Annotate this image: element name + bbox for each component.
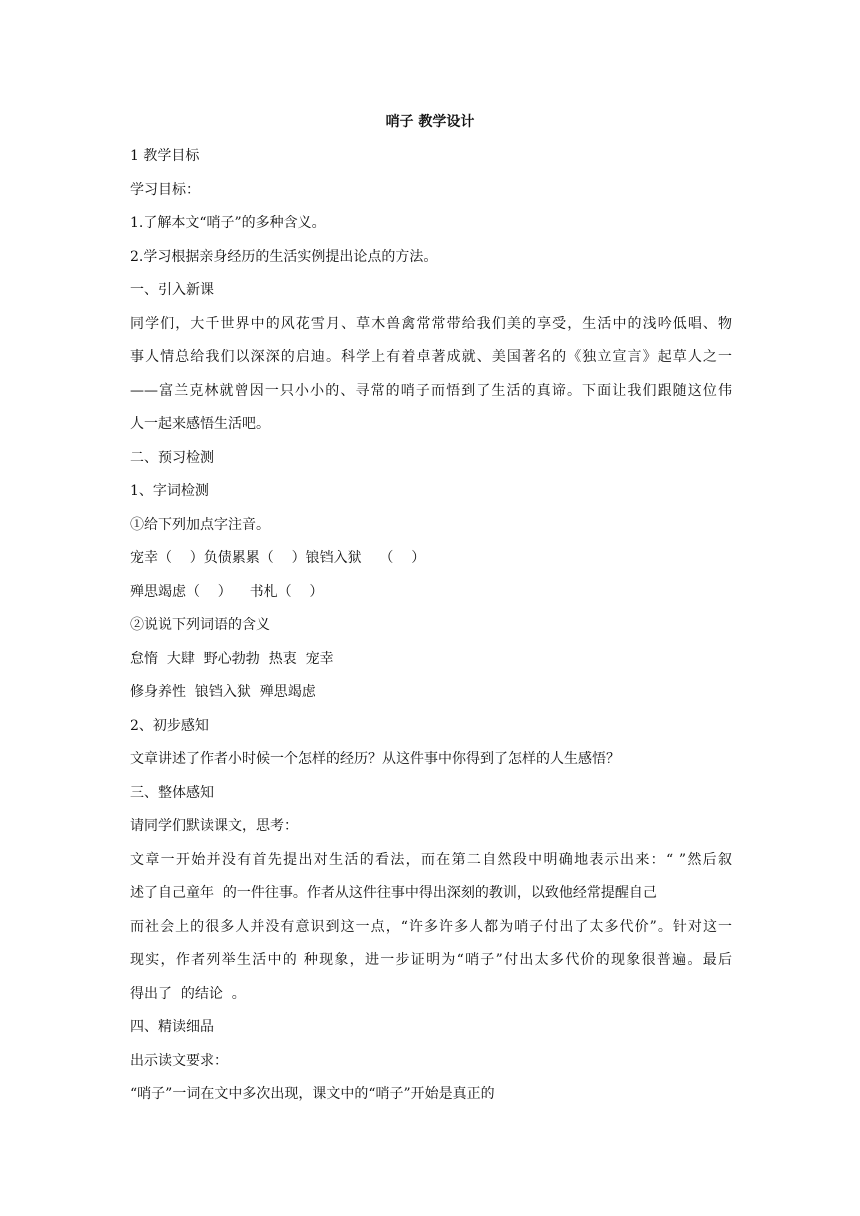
goal-item: 2.学习根据亲身经历的生活实例提出论点的方法。 — [130, 248, 438, 265]
exercise-instruction: ②说说下列词语的含义 — [130, 617, 270, 633]
exercise-item: 宠幸（ ）负债累累（ ）锒铛入狱 （ ） — [130, 550, 426, 566]
paragraph-line: 现实，作者列举生活中的 种现象，进一步证明为“哨子”付出太多代价的现象很普遍。最后 — [130, 952, 732, 968]
exercise-item: 修身养性 锒铛入狱 殚思竭虑 — [130, 684, 316, 700]
paragraph-line: 而社会上的很多人并没有意识到这一点，“许多许多人都为哨子付出了太多代价”。针对这一 — [130, 918, 732, 935]
exercise-instruction: ①给下列加点字注音。 — [130, 516, 270, 533]
section-heading: 二、预习检测 — [130, 449, 214, 466]
section-heading: 四、精读细品 — [130, 1019, 214, 1035]
instruction-line: 请同学们默读课文，思考： — [130, 818, 298, 834]
paragraph-line: ——富兰克林就曾因一只小小的、寻常的哨子而悟到了生活的真谛。下面让我们跟随这位伟 — [130, 382, 732, 399]
subheading: 1、字词检测 — [130, 483, 209, 499]
question-line: 文章讲述了作者小时候一个怎样的经历？从这件事中你得到了怎样的人生感悟？ — [130, 751, 620, 767]
instruction-line: 出示读文要求： — [130, 1052, 228, 1069]
exercise-item: 殚思竭虑（ ） 书札（ ） — [130, 583, 324, 600]
paragraph-line: “哨子”一词在文中多次出现，课文中的“哨子”开始是真正的 — [130, 1086, 495, 1102]
paragraph-line: 人一起来感悟生活吧。 — [130, 416, 270, 432]
paragraph-line: 文章一开始并没有首先提出对生活的看法，而在第二自然段中明确地表示出来：“ ”然后叙 — [130, 851, 732, 868]
section-heading: 1 教学目标 — [130, 148, 200, 164]
section-heading: 一、引入新课 — [130, 282, 214, 298]
document-body — [130, 146, 732, 1118]
goal-item: 1.了解本文“哨子”的多种含义。 — [130, 215, 326, 231]
paragraph-line: 得出了 的结论 。 — [130, 985, 246, 1002]
subheading: 2、初步感知 — [130, 717, 209, 734]
exercise-item: 怠惰 大肆 野心勃勃 热衷 宠幸 — [130, 650, 334, 667]
paragraph-line: 述了自己童年 的一件往事。作者从这件往事中得出深刻的教训，以致他经常提醒自己 — [130, 885, 657, 901]
document-title: 哨子 教学设计 — [385, 114, 475, 130]
paragraph-line: 同学们，大千世界中的风花雪月、草木兽禽常常带给我们美的享受，生活中的浅吟低唱、物 — [130, 315, 732, 332]
section-heading: 三、整体感知 — [130, 784, 214, 801]
subheading: 学习目标： — [130, 181, 200, 198]
paragraph-line: 事人情总给我们以深深的启迪。科学上有着卓著成就、美国著名的《独立宣言》起草人之一 — [130, 349, 732, 365]
